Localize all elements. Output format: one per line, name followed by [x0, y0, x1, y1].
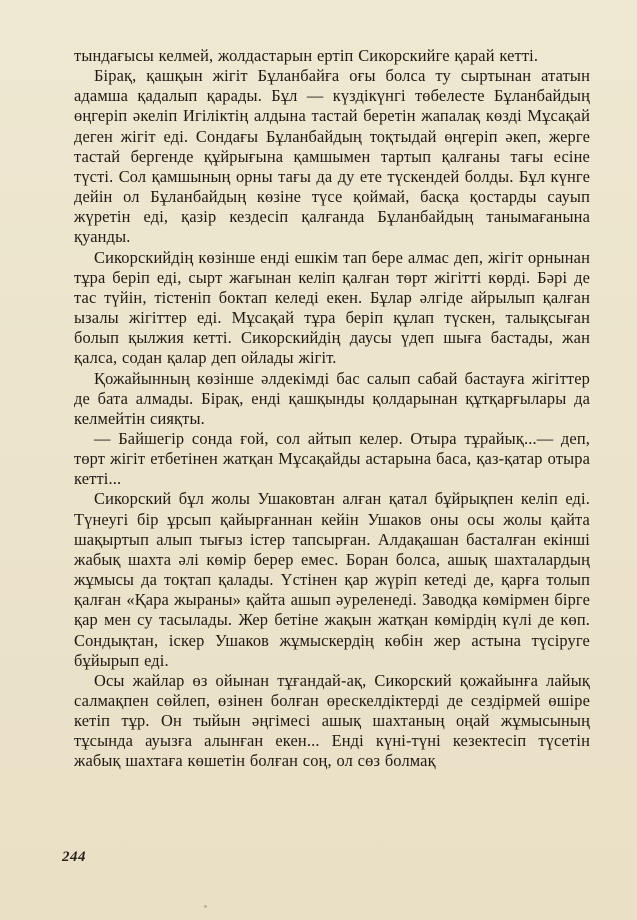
paragraph-1: тындағысы келмей, жолдастарын ертіп Сикорскийге қарай кетті.: [74, 46, 539, 65]
paragraph-4: Қожайынның көзінше әлдекімді бас салып сабай бастауға жігіттер де бата алмады. Бірақ, енді қашқынды қолдарынан құтқарғылары да келмейтін сияқты.: [74, 368, 590, 428]
paragraph-7: Осы жайлар өз ойынан тұғандай-ақ, Сикорский қожайынға лайық салмақпен сөйлеп, өзінен болған өрескелдіктерді де сездірмей өшіре кетіп тұр. Он тыйын әңгімесі ашық шахтаның оңай жұмысының тұсында ауызға алынған екен... Енді күні-түні кезектесіп түсетін жабық шахтаға көшетін болған соң, ол сөз болмақ: [74, 670, 590, 771]
paper-speck: [204, 905, 207, 908]
paragraph-2: Бірақ, қашқын жігіт Бұланбайға оғы болса ту сыртынан ататын адамша қадалып қарады. Бұл — күздікүнгі төбелесте Бұланбайдың өңгеріп әкеліп Игіліктің алдына тастай беретін жапалақ көзді Мұсақай деген жігіт еді. Сондағы Бұланбайдың тоқтыдай өңгеріп әкеп, жерге тастай бергенде құйрығына қамшымен тартып қалғаны тағы есіне түсті. Сол қамшының орны тағы да ду ете түскендей болды. Бұл күнге дейін ол Бұланбайдың көзіне түсе қоймай, басқа қостарды сауып жүретін еді, қазір кездесіп қалғанда Бұланбайдың танымағанына қуанды.: [74, 66, 590, 247]
paragraph-5: — Байшегір сонда ғой, сол айтып келер. Отыра тұрайық...— деп, төрт жігіт етбетінен жатқан Мұсақайды астарына баса, қаз-қатар отыра кетті...: [74, 428, 590, 489]
page-number: 244: [62, 849, 86, 865]
paragraph-6: Сикорский бұл жолы Ушаковтан алған қатал бұйрықпен келіп еді. Түнеугі бір ұрсып қайырғаннан кейін Ушаков оны осы жолы қайта шақыртып алып тығыз істер тапсырған. Алдақашан басталған екінші жабық шахта әлі көмір берер емес. Боран болса, ашық шахталардың жұмысы да тоқтап қалады. Үстінен қар жүріп кетеді де, қарға толып қалған «Қара жыраны» қайта ашып әуреленеді. Заводқа көмірмен бірге қар мен су тасылады. Жер бетіне жақын жатқан көмірдің күлі де көп. Сондықтан, іскер Ушаков жұмыскердің көбін жер астына түсіруге бұйырып еді.: [74, 489, 590, 670]
body-text: [74, 46, 590, 772]
paragraph-3: Сикорскийдің көзінше енді ешкім тап бере алмас деп, жігіт орнынан тұра беріп еді, сырт жағынан келіп қалған төрт жігітті көрді. Бәрі де тас түйін, тістеніп боктап келеді екен. Бұлар әлгіде айрылып қалған ызалы жігіттер еді. Мұсақай тұра беріп құлап түскен, талықсыған болып қылжия кетті. Сикорскийдің даусы үдеп шыға бастады, жан қалса, содан қалар деп ойлады жігіт.: [74, 247, 590, 368]
